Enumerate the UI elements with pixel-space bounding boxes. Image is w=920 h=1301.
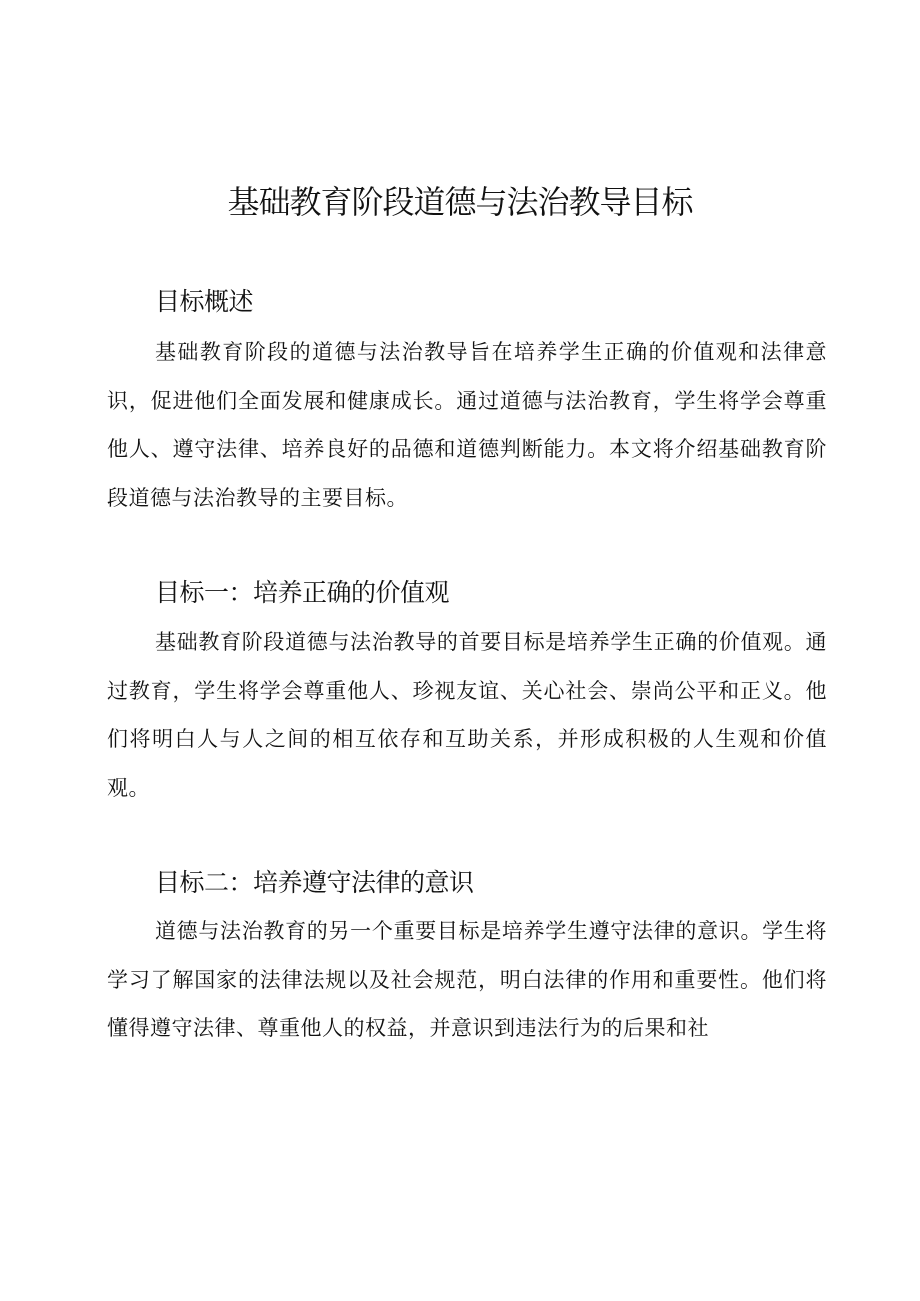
section-paragraph-goal-two: 道德与法治教育的另一个重要目标是培养学生遵守法律的意识。学生将学习了解国家的法律法规以及社会规范，明白法律的作用和重要性。他们将懂得遵守法律、尊重他人的权益，并意识到违法行为的后果和社 <box>107 919 827 1040</box>
section-paragraph-overview: 基础教育阶段的道德与法治教导旨在培养学生正确的价值观和法律意识，促进他们全面发展和健康成长。通过道德与法治教育，学生将学会尊重他人、遵守法律、培养良好的品德和道德判断能力。本文将介绍基础教育阶段道德与法治教导的主要目标。 <box>107 340 827 510</box>
section-heading-overview: 目标概述 <box>155 287 254 316</box>
section-paragraph-goal-one: 基础教育阶段道德与法治教导的首要目标是培养学生正确的价值观。通过教育，学生将学会尊重他人、珍视友谊、关心社会、崇尚公平和正义。他们将明白人与人之间的相互依存和互助关系，并形成积极的人生观和价值观。 <box>107 630 827 800</box>
section-heading-goal-one: 目标一：培养正确的价值观 <box>155 578 450 607</box>
section-heading-goal-two: 目标二：培养遵守法律的意识 <box>155 868 474 897</box>
document-title: 基础教育阶段道德与法治教导目标 <box>227 183 693 221</box>
